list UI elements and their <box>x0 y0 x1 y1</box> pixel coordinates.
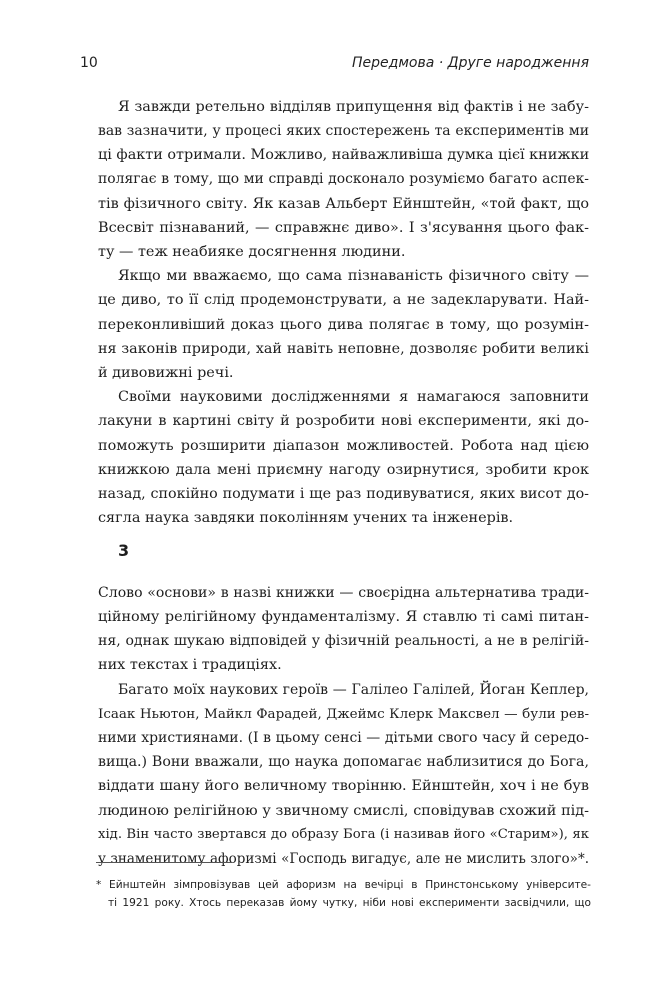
footnote-line: * Ейнштейн зімпровізував цей афоризм на вечірці в Принстонському університе- <box>96 879 591 891</box>
page-number: 10 <box>80 55 98 71</box>
text-line: ними християнами. (І в цьому сенсі — дітьми свого часу й середо- <box>98 730 589 746</box>
section-number: 3 <box>118 541 130 560</box>
text-line: назад, спокійно подумати і ще раз подивуватися, яких висот до- <box>98 486 589 502</box>
text-line: тів фізичного світу. Як казав Альберт Ейнштейн, «той факт, що <box>98 196 589 212</box>
text-line: Слово «основи» в назві книжки — своєрідна альтернатива тради- <box>98 585 589 601</box>
running-head <box>80 55 589 77</box>
text-line: Якщо ми вважаємо, що сама пізнаваність фізичного світу — <box>118 268 589 284</box>
text-line: Ісаак Ньютон, Майкл Фарадей, Джеймс Клерк Максвел — були рев- <box>98 706 589 722</box>
text-line: вав зазначити, у процесі яких спостережень та експериментів ми <box>98 123 589 139</box>
text-line: хід. Він часто звертався до образу Бога (і називав його «Старим»), як <box>98 827 589 842</box>
footnote-rule <box>96 862 232 863</box>
text-line: Всесвіт пізнаваний, — справжнє диво». І з'ясування цього фак- <box>98 220 589 236</box>
text-line: ці факти отримали. Можливо, найважливіша думка цієї книжки <box>98 147 590 163</box>
text-line: переконливіший доказ цього дива полягає в тому, що розумін- <box>98 317 589 333</box>
text-line: поможуть розширити діапазон можливостей. Робота над цією <box>98 438 589 454</box>
text-line: книжкою дала мені приємну нагоду озирнутися, зробити крок <box>98 462 589 478</box>
text-line: віддати шану його величному творінню. Ейнштейн, хоч і не був <box>98 778 589 794</box>
footnote-line: ті 1921 року. Хтось переказав йому чутку, ніби нові експерименти засвідчили, що <box>108 897 591 909</box>
text-line: ційному релігійному фундаменталізму. Я ставлю ті самі питан- <box>98 609 589 625</box>
text-line: сягла наука завдяки поколінням учених та інженерів. <box>98 510 514 526</box>
text-line: Багато моїх наукових героїв — Галілео Галілей, Йоган Кеплер, <box>118 682 589 698</box>
text-line: й дивовижні речі. <box>98 365 234 381</box>
text-line: ту — теж неабияке досягнення людини. <box>98 244 406 260</box>
running-title: Передмова · Друге народження <box>352 55 589 71</box>
text-line: Своїми науковими дослідженнями я намагаюся заповнити <box>118 389 589 405</box>
text-line: ня, однак шукаю відповідей у фізичній реальності, а не в релігій- <box>98 633 589 649</box>
text-line: це диво, то її слід продемонструвати, а не задекларувати. Най- <box>98 292 589 308</box>
text-line: лакуни в картині світу й розробити нові експерименти, які до- <box>98 413 589 429</box>
text-line: полягає в тому, що ми справді досконало розуміємо багато аспек- <box>98 171 589 187</box>
text-line: Я завжди ретельно відділяв припущення від фактів і не забу- <box>118 99 589 115</box>
text-line: вища.) Вони вважали, що наука допомагає наблизитися до Бога, <box>98 754 589 770</box>
text-line: людиною релігійною у звичному смислі, сповідував схожий під- <box>98 803 589 819</box>
text-line: них текстах і традиціях. <box>98 657 282 673</box>
text-line: ня законів природи, хай навіть неповне, дозволяє робити великі <box>98 341 589 357</box>
text-line: у знаменитому афоризмі «Господь вигадує, але не мислить злого»*. <box>98 851 589 867</box>
